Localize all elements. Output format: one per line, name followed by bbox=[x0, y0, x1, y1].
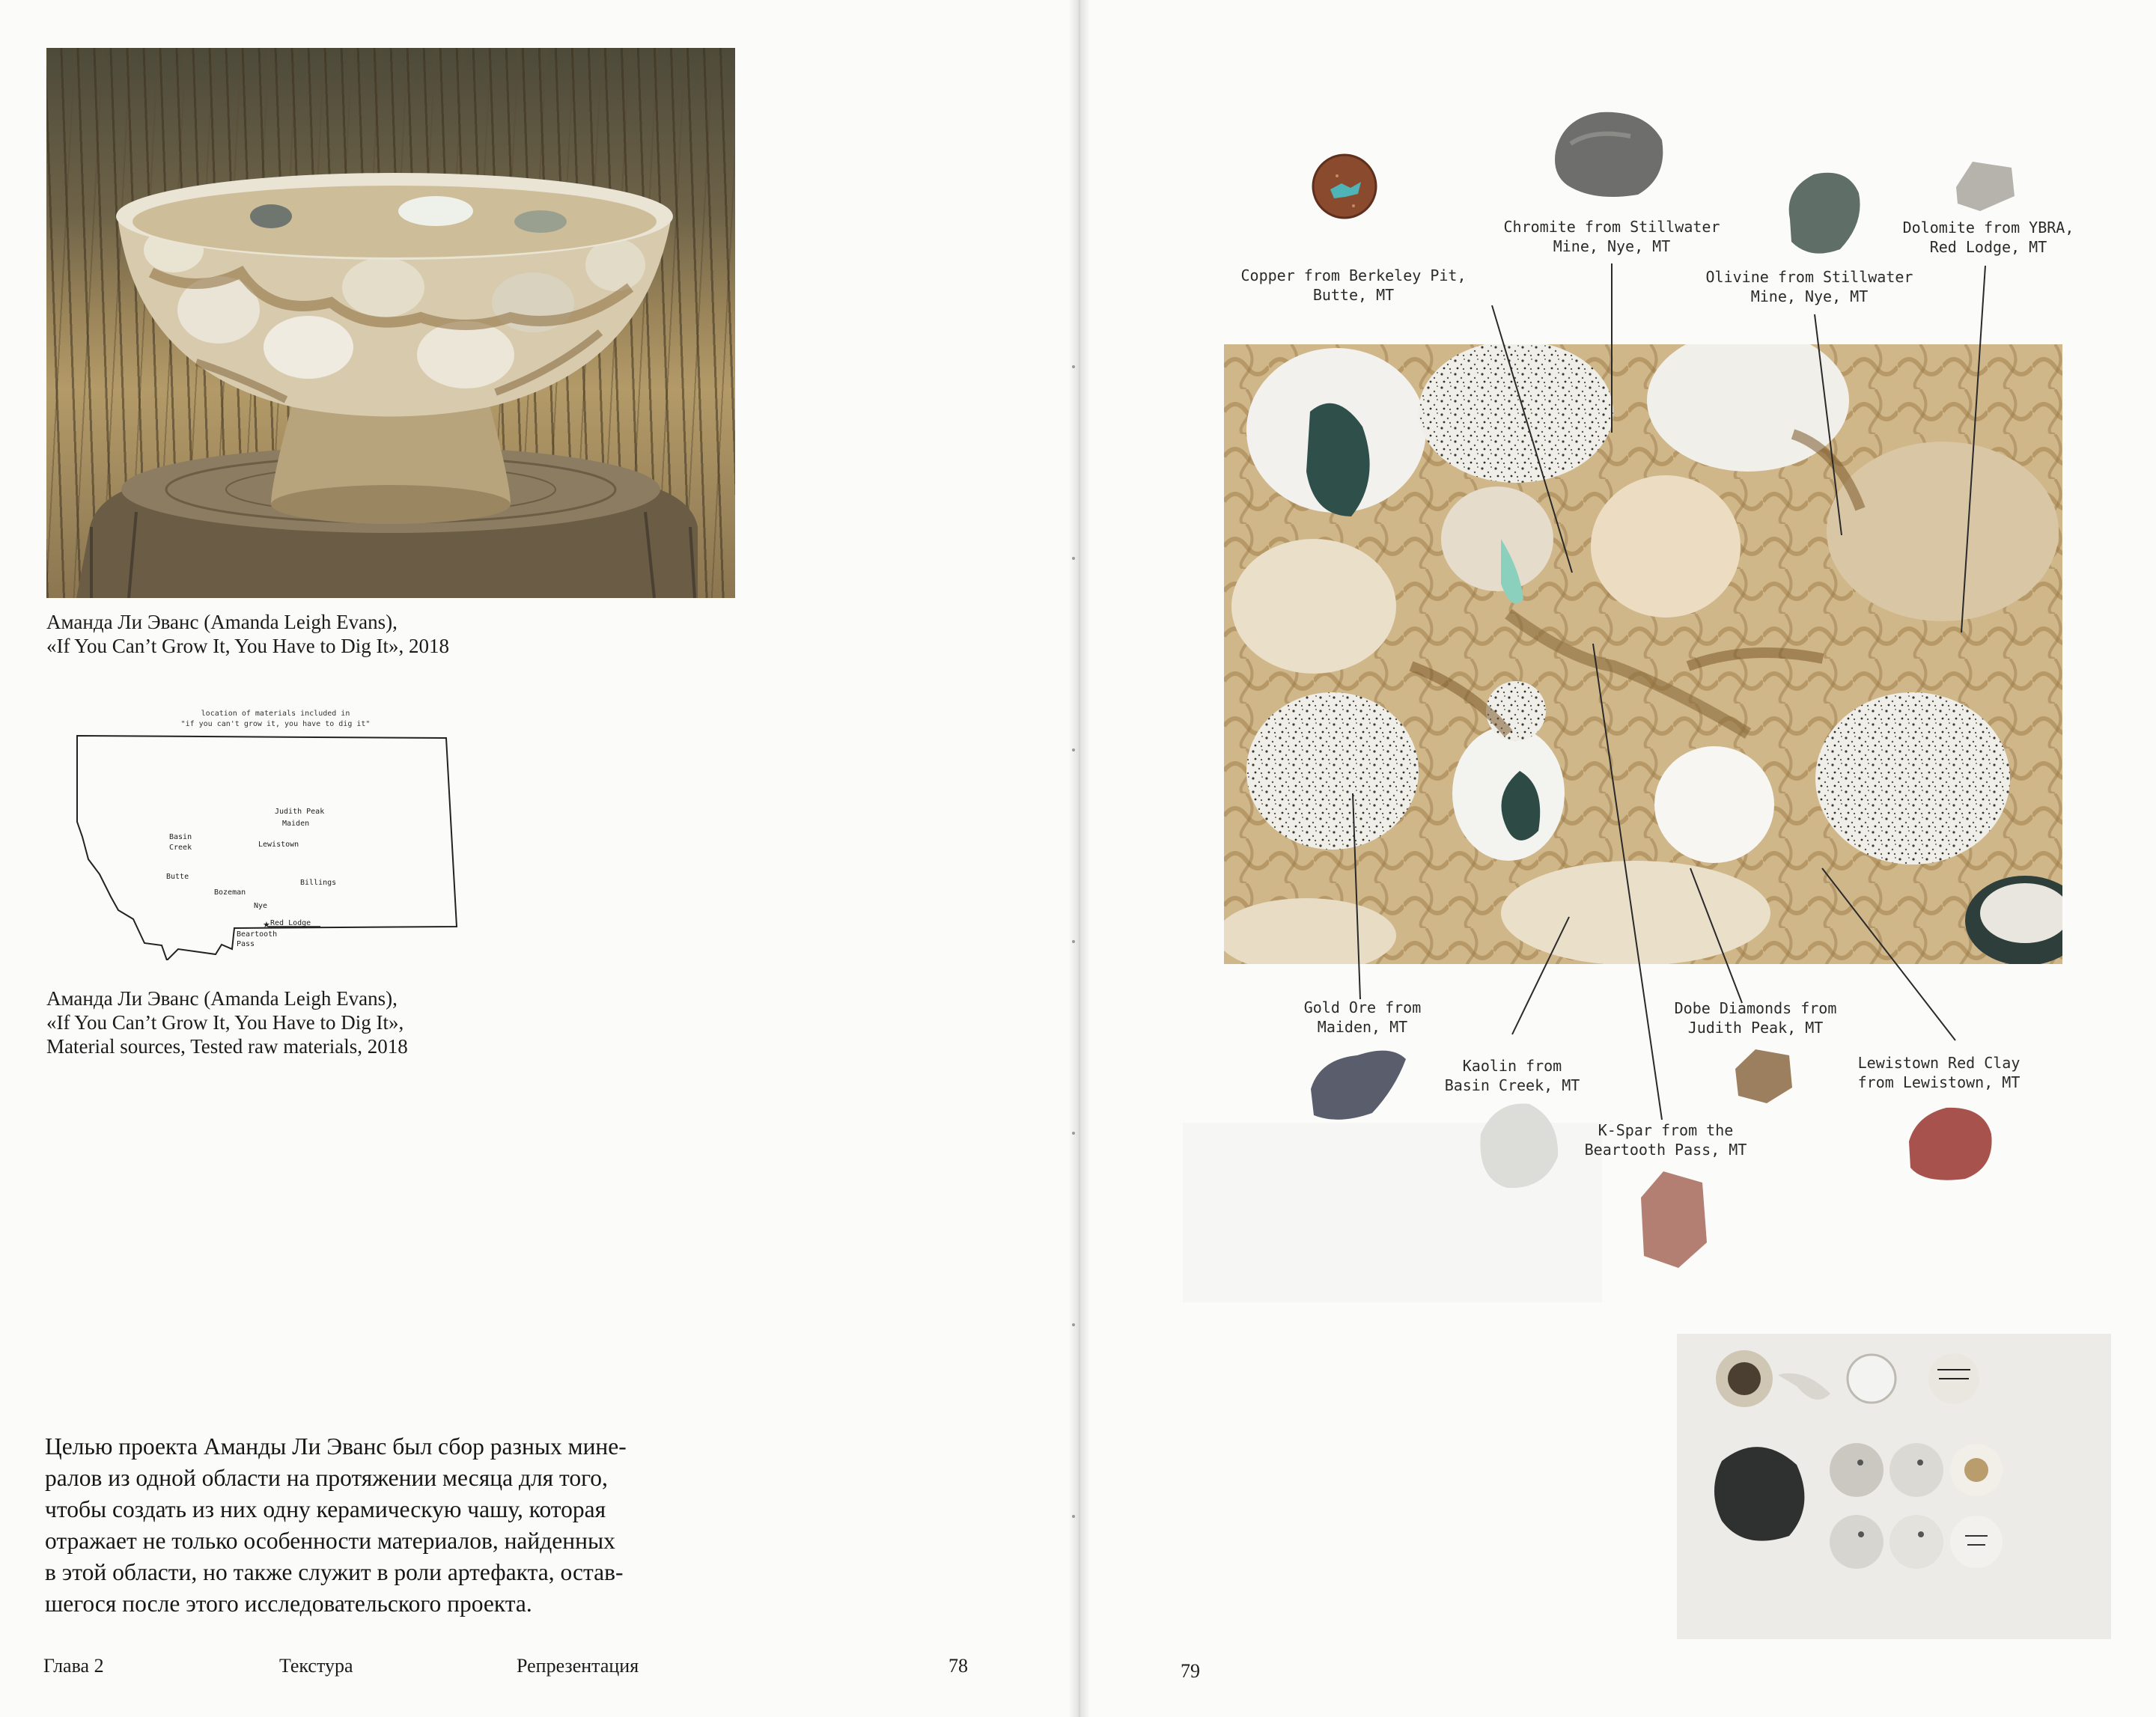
label-copper bbox=[1226, 266, 1481, 305]
chromite-rock-icon bbox=[1548, 106, 1668, 202]
label-gold-ore-line-2: Maiden, MT bbox=[1317, 1018, 1408, 1036]
lewistown-red-clay-icon bbox=[1901, 1100, 1997, 1184]
map-label-basin: Basin bbox=[169, 833, 192, 841]
right-page bbox=[1078, 0, 2156, 1717]
kspar-rock-icon bbox=[1633, 1168, 1710, 1271]
page-number-78: 78 bbox=[948, 1655, 968, 1677]
binding-stitch bbox=[1072, 1132, 1075, 1135]
label-chromite-line-1: Chromite from Stillwater bbox=[1503, 218, 1720, 236]
label-dolomite-line-2: Red Lodge, MT bbox=[1929, 238, 2047, 256]
map-label-beartooth: Beartooth bbox=[237, 930, 278, 939]
label-gold-ore-line-1: Gold Ore from bbox=[1303, 998, 1422, 1016]
map-title-line-2: "if you can't grow it, you have to dig it" bbox=[180, 720, 371, 728]
copper-coin-icon bbox=[1312, 153, 1377, 219]
label-kaolin-line-1: Kaolin from bbox=[1462, 1057, 1562, 1075]
body-line: отражает не только особенности материалов, найденных bbox=[45, 1528, 615, 1554]
label-copper-line-1: Copper from Berkeley Pit, bbox=[1240, 266, 1467, 284]
body-line: в этой области, но также служит в роли артефакта, остав- bbox=[45, 1559, 624, 1585]
label-dolomite-line-1: Dolomite from YBRA, bbox=[1902, 219, 2074, 237]
map-label-red-lodge: Red Lodge bbox=[270, 919, 311, 927]
label-chromite-line-2: Mine, Nye, MT bbox=[1553, 237, 1671, 255]
svg-text:★: ★ bbox=[263, 921, 270, 930]
kaolin-rock-icon bbox=[1470, 1097, 1565, 1194]
binding-stitch bbox=[1072, 940, 1075, 943]
binding-stitch bbox=[1072, 365, 1075, 368]
page-number-79: 79 bbox=[1181, 1660, 1200, 1682]
label-copper-line-2: Butte, MT bbox=[1312, 286, 1395, 304]
map-caption-line-1: Аманда Ли Эванс (Amanda Leigh Evans), bbox=[46, 987, 398, 1010]
footer-section: Текстура bbox=[279, 1655, 353, 1677]
label-olivine-line-1: Olivine from Stillwater bbox=[1705, 268, 1913, 286]
label-dobe-line-2: Judith Peak, MT bbox=[1687, 1019, 1824, 1037]
label-olivine bbox=[1697, 267, 1922, 306]
gold-ore-rock-icon bbox=[1305, 1044, 1410, 1125]
body-line: ралов из одной области на протяжении месяца для того, bbox=[45, 1465, 608, 1491]
map-caption bbox=[46, 986, 408, 1058]
label-dobe-line-1: Dobe Diamonds from bbox=[1674, 999, 1837, 1017]
bowl-on-stump-illustration bbox=[46, 48, 735, 598]
glaze-closeup-photo bbox=[1224, 344, 2062, 964]
binding-stitch bbox=[1072, 557, 1075, 560]
map-caption-line-2: «If You Can’t Grow It, You Have to Dig It», bbox=[46, 1011, 404, 1034]
label-chromite bbox=[1493, 217, 1730, 256]
map-label-judith-peak: Judith Peak bbox=[275, 808, 325, 816]
map-label-maiden: Maiden bbox=[282, 820, 310, 828]
glaze-pattern bbox=[1224, 344, 2062, 964]
map-caption-line-3: Material sources, Tested raw materials, 2018 bbox=[46, 1035, 408, 1058]
bowl-photo bbox=[46, 48, 735, 598]
dolomite-rock-icon bbox=[1950, 157, 2018, 214]
body-line: чтобы создать из них одну керамическую чашу, которая bbox=[45, 1496, 606, 1522]
body-paragraph bbox=[45, 1431, 734, 1620]
body-line: Целью проекта Аманды Ли Эванс был сбор разных мине- bbox=[45, 1433, 627, 1460]
bowl-caption-line-1: Аманда Ли Эванс (Amanda Leigh Evans), bbox=[46, 611, 398, 633]
binding-stitch bbox=[1072, 1323, 1075, 1326]
glaze-sample-tiles-photo bbox=[1677, 1334, 2111, 1639]
label-kspar-line-2: Beartooth Pass, MT bbox=[1584, 1141, 1747, 1159]
label-lewistown-clay-line-1: Lewistown Red Clay bbox=[1857, 1054, 2021, 1072]
map-label-creek: Creek bbox=[169, 844, 192, 852]
footer-subsection: Репрезентация bbox=[517, 1655, 639, 1677]
map-title-line-1: location of materials included in bbox=[201, 710, 350, 718]
map-label-bozeman: Bozeman bbox=[214, 888, 246, 897]
montana-outline bbox=[73, 702, 463, 960]
body-line: шегося после этого исследовательского проекта. bbox=[45, 1591, 532, 1617]
map-label-lewistown: Lewistown bbox=[258, 841, 299, 849]
map-label-billings: Billings bbox=[300, 879, 337, 887]
label-kspar-line-1: K-Spar from the bbox=[1598, 1121, 1734, 1139]
sample-tiles-illustration bbox=[1677, 1334, 2111, 1639]
map-label-butte: Butte bbox=[166, 873, 189, 881]
label-lewistown-clay bbox=[1845, 1053, 2032, 1092]
label-dobe bbox=[1662, 998, 1849, 1037]
footer-chapter: Глава 2 bbox=[43, 1655, 104, 1677]
label-kspar bbox=[1572, 1120, 1759, 1159]
bowl-caption bbox=[46, 610, 449, 658]
bowl-caption-line-2: «If You Can’t Grow It, You Have to Dig It», 2018 bbox=[46, 635, 450, 657]
label-lewistown-clay-line-2: from Lewistown, MT bbox=[1857, 1073, 2021, 1091]
book-gutter bbox=[1069, 0, 1090, 1717]
dobe-diamond-rock-icon bbox=[1729, 1046, 1795, 1106]
olivine-rock-icon bbox=[1776, 167, 1865, 260]
binding-stitch bbox=[1072, 1515, 1075, 1518]
map-label-nye: Nye bbox=[254, 902, 268, 910]
montana-map bbox=[73, 702, 463, 960]
label-kaolin-line-2: Basin Creek, MT bbox=[1444, 1076, 1580, 1094]
binding-stitch bbox=[1072, 748, 1075, 751]
label-gold-ore bbox=[1295, 998, 1430, 1037]
label-olivine-line-2: Mine, Nye, MT bbox=[1750, 287, 1869, 305]
label-kaolin bbox=[1430, 1056, 1595, 1095]
label-dolomite bbox=[1890, 218, 2086, 257]
map-label-pass: Pass bbox=[237, 940, 255, 948]
